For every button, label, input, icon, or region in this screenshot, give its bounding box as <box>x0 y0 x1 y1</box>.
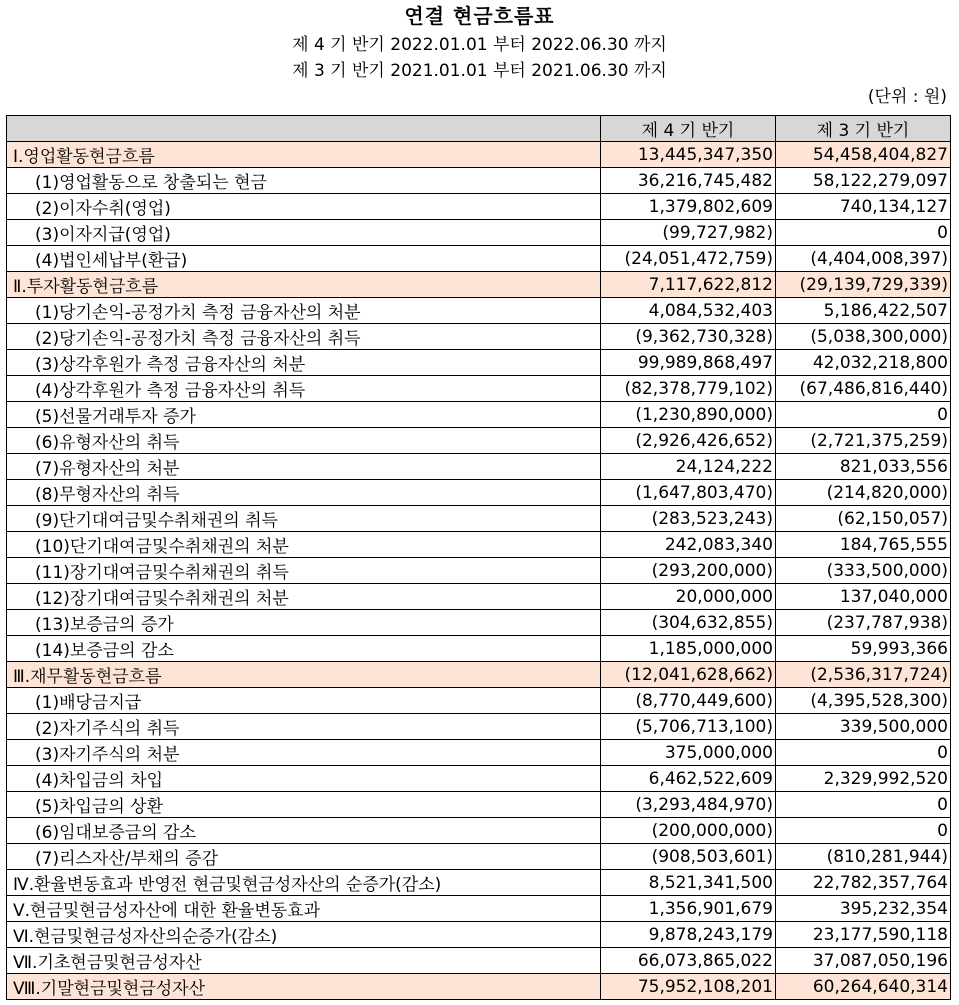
table-row <box>7 272 951 298</box>
table-row <box>7 454 951 480</box>
row-label: (9)단기대여금및수취채권의 취득 <box>7 506 601 532</box>
table-row <box>7 506 951 532</box>
current-period-amount: (283,523,243) <box>601 506 776 532</box>
table-row <box>7 532 951 558</box>
current-period-amount: 9,878,243,179 <box>601 922 776 948</box>
prior-period-amount: 137,040,000 <box>776 584 951 610</box>
current-period-amount: 6,462,522,609 <box>601 766 776 792</box>
prior-period-amount: 54,458,404,827 <box>776 142 951 168</box>
prior-period-amount: 23,177,590,118 <box>776 922 951 948</box>
row-label: (1)당기손익-공정가치 측정 금융자산의 처분 <box>7 298 601 324</box>
prior-period-amount: (4,404,008,397) <box>776 246 951 272</box>
row-label: (4)상각후원가 측정 금융자산의 취득 <box>7 376 601 402</box>
prior-period-amount: 22,782,357,764 <box>776 870 951 896</box>
header-prior-period: 제 3 기 반기 <box>776 116 951 142</box>
row-label: (14)보증금의 감소 <box>7 636 601 662</box>
table-row <box>7 402 951 428</box>
row-label: (3)이자지급(영업) <box>7 220 601 246</box>
current-period-amount: 1,356,901,679 <box>601 896 776 922</box>
prior-period-amount: (2,536,317,724) <box>776 662 951 688</box>
prior-period-amount: 339,500,000 <box>776 714 951 740</box>
table-row <box>7 792 951 818</box>
row-label: Ⅲ.재무활동현금흐름 <box>7 662 601 688</box>
current-period-amount: 1,379,802,609 <box>601 194 776 220</box>
current-period-amount: 75,952,108,201 <box>601 974 776 1000</box>
row-label: (7)유형자산의 처분 <box>7 454 601 480</box>
table-body <box>7 142 951 1000</box>
prior-period-amount: (810,281,944) <box>776 844 951 870</box>
row-label: (3)상각후원가 측정 금융자산의 처분 <box>7 350 601 376</box>
prior-period-amount: 821,033,556 <box>776 454 951 480</box>
table-row <box>7 142 951 168</box>
row-label: (1)배당금지급 <box>7 688 601 714</box>
row-label: Ⅶ.기초현금및현금성자산 <box>7 948 601 974</box>
row-label: (2)자기주식의 취득 <box>7 714 601 740</box>
prior-period-amount: (4,395,528,300) <box>776 688 951 714</box>
table-row <box>7 610 951 636</box>
row-label: Ⅴ.현금및현금성자산에 대한 환율변동효과 <box>7 896 601 922</box>
prior-period-amount: 740,134,127 <box>776 194 951 220</box>
table-row <box>7 922 951 948</box>
header-row <box>7 116 951 142</box>
prior-period-amount: (29,139,729,339) <box>776 272 951 298</box>
current-period-amount: (12,041,628,662) <box>601 662 776 688</box>
table-row <box>7 324 951 350</box>
table-row <box>7 870 951 896</box>
prior-period-amount: 184,765,555 <box>776 532 951 558</box>
prior-period-amount: 58,122,279,097 <box>776 168 951 194</box>
prior-period-amount: 0 <box>776 740 951 766</box>
prior-period-amount: (237,787,938) <box>776 610 951 636</box>
unit-label: (단위 : 원) <box>867 87 947 107</box>
row-label: (7)리스자산/부채의 증감 <box>7 844 601 870</box>
table-row <box>7 558 951 584</box>
row-label: (13)보증금의 증가 <box>7 610 601 636</box>
current-period-amount: 1,185,000,000 <box>601 636 776 662</box>
prior-period-amount: 59,993,366 <box>776 636 951 662</box>
row-label: (4)법인세납부(환급) <box>7 246 601 272</box>
table-row <box>7 740 951 766</box>
row-label: (8)무형자산의 취득 <box>7 480 601 506</box>
prior-period-amount: (67,486,816,440) <box>776 376 951 402</box>
table-row <box>7 844 951 870</box>
table-row <box>7 766 951 792</box>
prior-period-amount: (62,150,057) <box>776 506 951 532</box>
row-label: Ⅷ.기말현금및현금성자산 <box>7 974 601 1000</box>
table-row <box>7 974 951 1000</box>
row-label: (11)장기대여금및수취채권의 취득 <box>7 558 601 584</box>
table-row <box>7 818 951 844</box>
table-row <box>7 246 951 272</box>
cash-flow-table <box>6 115 951 1000</box>
table-row <box>7 662 951 688</box>
table-row <box>7 584 951 610</box>
table-row <box>7 220 951 246</box>
current-period-amount: (3,293,484,970) <box>601 792 776 818</box>
current-period-amount: 36,216,745,482 <box>601 168 776 194</box>
prior-period-amount: 37,087,050,196 <box>776 948 951 974</box>
prior-period-amount: 0 <box>776 402 951 428</box>
current-period-amount: 7,117,622,812 <box>601 272 776 298</box>
current-period-amount: (304,632,855) <box>601 610 776 636</box>
current-period-amount: (200,000,000) <box>601 818 776 844</box>
row-label: (2)당기손익-공정가치 측정 금융자산의 취득 <box>7 324 601 350</box>
table-row <box>7 350 951 376</box>
prior-period-amount: 0 <box>776 220 951 246</box>
period-current: 제 4 기 반기 2022.01.01 부터 2022.06.30 까지 <box>292 35 667 55</box>
table-row <box>7 948 951 974</box>
table-row <box>7 298 951 324</box>
table-row <box>7 194 951 220</box>
row-label: Ⅳ.환율변동효과 반영전 현금및현금성자산의 순증가(감소) <box>7 870 601 896</box>
header-label <box>7 116 601 142</box>
table-row <box>7 714 951 740</box>
current-period-amount: 375,000,000 <box>601 740 776 766</box>
current-period-amount: (5,706,713,100) <box>601 714 776 740</box>
current-period-amount: (1,647,803,470) <box>601 480 776 506</box>
current-period-amount: (9,362,730,328) <box>601 324 776 350</box>
current-period-amount: (99,727,982) <box>601 220 776 246</box>
row-label: (2)이자수취(영업) <box>7 194 601 220</box>
row-label: (5)차입금의 상환 <box>7 792 601 818</box>
row-label: Ⅵ.현금및현금성자산의순증가(감소) <box>7 922 601 948</box>
row-label: Ⅰ.영업활동현금흐름 <box>7 142 601 168</box>
table-row <box>7 428 951 454</box>
row-label: (6)임대보증금의 감소 <box>7 818 601 844</box>
prior-period-amount: 60,264,640,314 <box>776 974 951 1000</box>
row-label: (6)유형자산의 취득 <box>7 428 601 454</box>
current-period-amount: 99,989,868,497 <box>601 350 776 376</box>
current-period-amount: (24,051,472,759) <box>601 246 776 272</box>
prior-period-amount: 395,232,354 <box>776 896 951 922</box>
prior-period-amount: 2,329,992,520 <box>776 766 951 792</box>
row-label: (10)단기대여금및수취채권의 처분 <box>7 532 601 558</box>
prior-period-amount: (2,721,375,259) <box>776 428 951 454</box>
prior-period-amount: (5,038,300,000) <box>776 324 951 350</box>
period-prior: 제 3 기 반기 2021.01.01 부터 2021.06.30 까지 <box>292 61 667 81</box>
row-label: (1)영업활동으로 창출되는 현금 <box>7 168 601 194</box>
table-row <box>7 896 951 922</box>
prior-period-amount: 5,186,422,507 <box>776 298 951 324</box>
header-current-period: 제 4 기 반기 <box>601 116 776 142</box>
current-period-amount: 242,083,340 <box>601 532 776 558</box>
current-period-amount: (82,378,779,102) <box>601 376 776 402</box>
current-period-amount: (8,770,449,600) <box>601 688 776 714</box>
current-period-amount: 66,073,865,022 <box>601 948 776 974</box>
current-period-amount: (293,200,000) <box>601 558 776 584</box>
statement-title: 연결 현금흐름표 <box>404 4 555 28</box>
table-row <box>7 376 951 402</box>
prior-period-amount: 0 <box>776 818 951 844</box>
current-period-amount: 4,084,532,403 <box>601 298 776 324</box>
table-row <box>7 480 951 506</box>
current-period-amount: (2,926,426,652) <box>601 428 776 454</box>
row-label: (4)차입금의 차입 <box>7 766 601 792</box>
table-row <box>7 636 951 662</box>
current-period-amount: (1,230,890,000) <box>601 402 776 428</box>
current-period-amount: 24,124,222 <box>601 454 776 480</box>
current-period-amount: 20,000,000 <box>601 584 776 610</box>
current-period-amount: 13,445,347,350 <box>601 142 776 168</box>
current-period-amount: (908,503,601) <box>601 844 776 870</box>
table-row <box>7 688 951 714</box>
current-period-amount: 8,521,341,500 <box>601 870 776 896</box>
prior-period-amount: (333,500,000) <box>776 558 951 584</box>
row-label: (3)자기주식의 처분 <box>7 740 601 766</box>
row-label: (12)장기대여금및수취채권의 처분 <box>7 584 601 610</box>
prior-period-amount: 42,032,218,800 <box>776 350 951 376</box>
row-label: (5)선물거래투자 증가 <box>7 402 601 428</box>
table-row <box>7 168 951 194</box>
row-label: Ⅱ.투자활동현금흐름 <box>7 272 601 298</box>
prior-period-amount: (214,820,000) <box>776 480 951 506</box>
prior-period-amount: 0 <box>776 792 951 818</box>
